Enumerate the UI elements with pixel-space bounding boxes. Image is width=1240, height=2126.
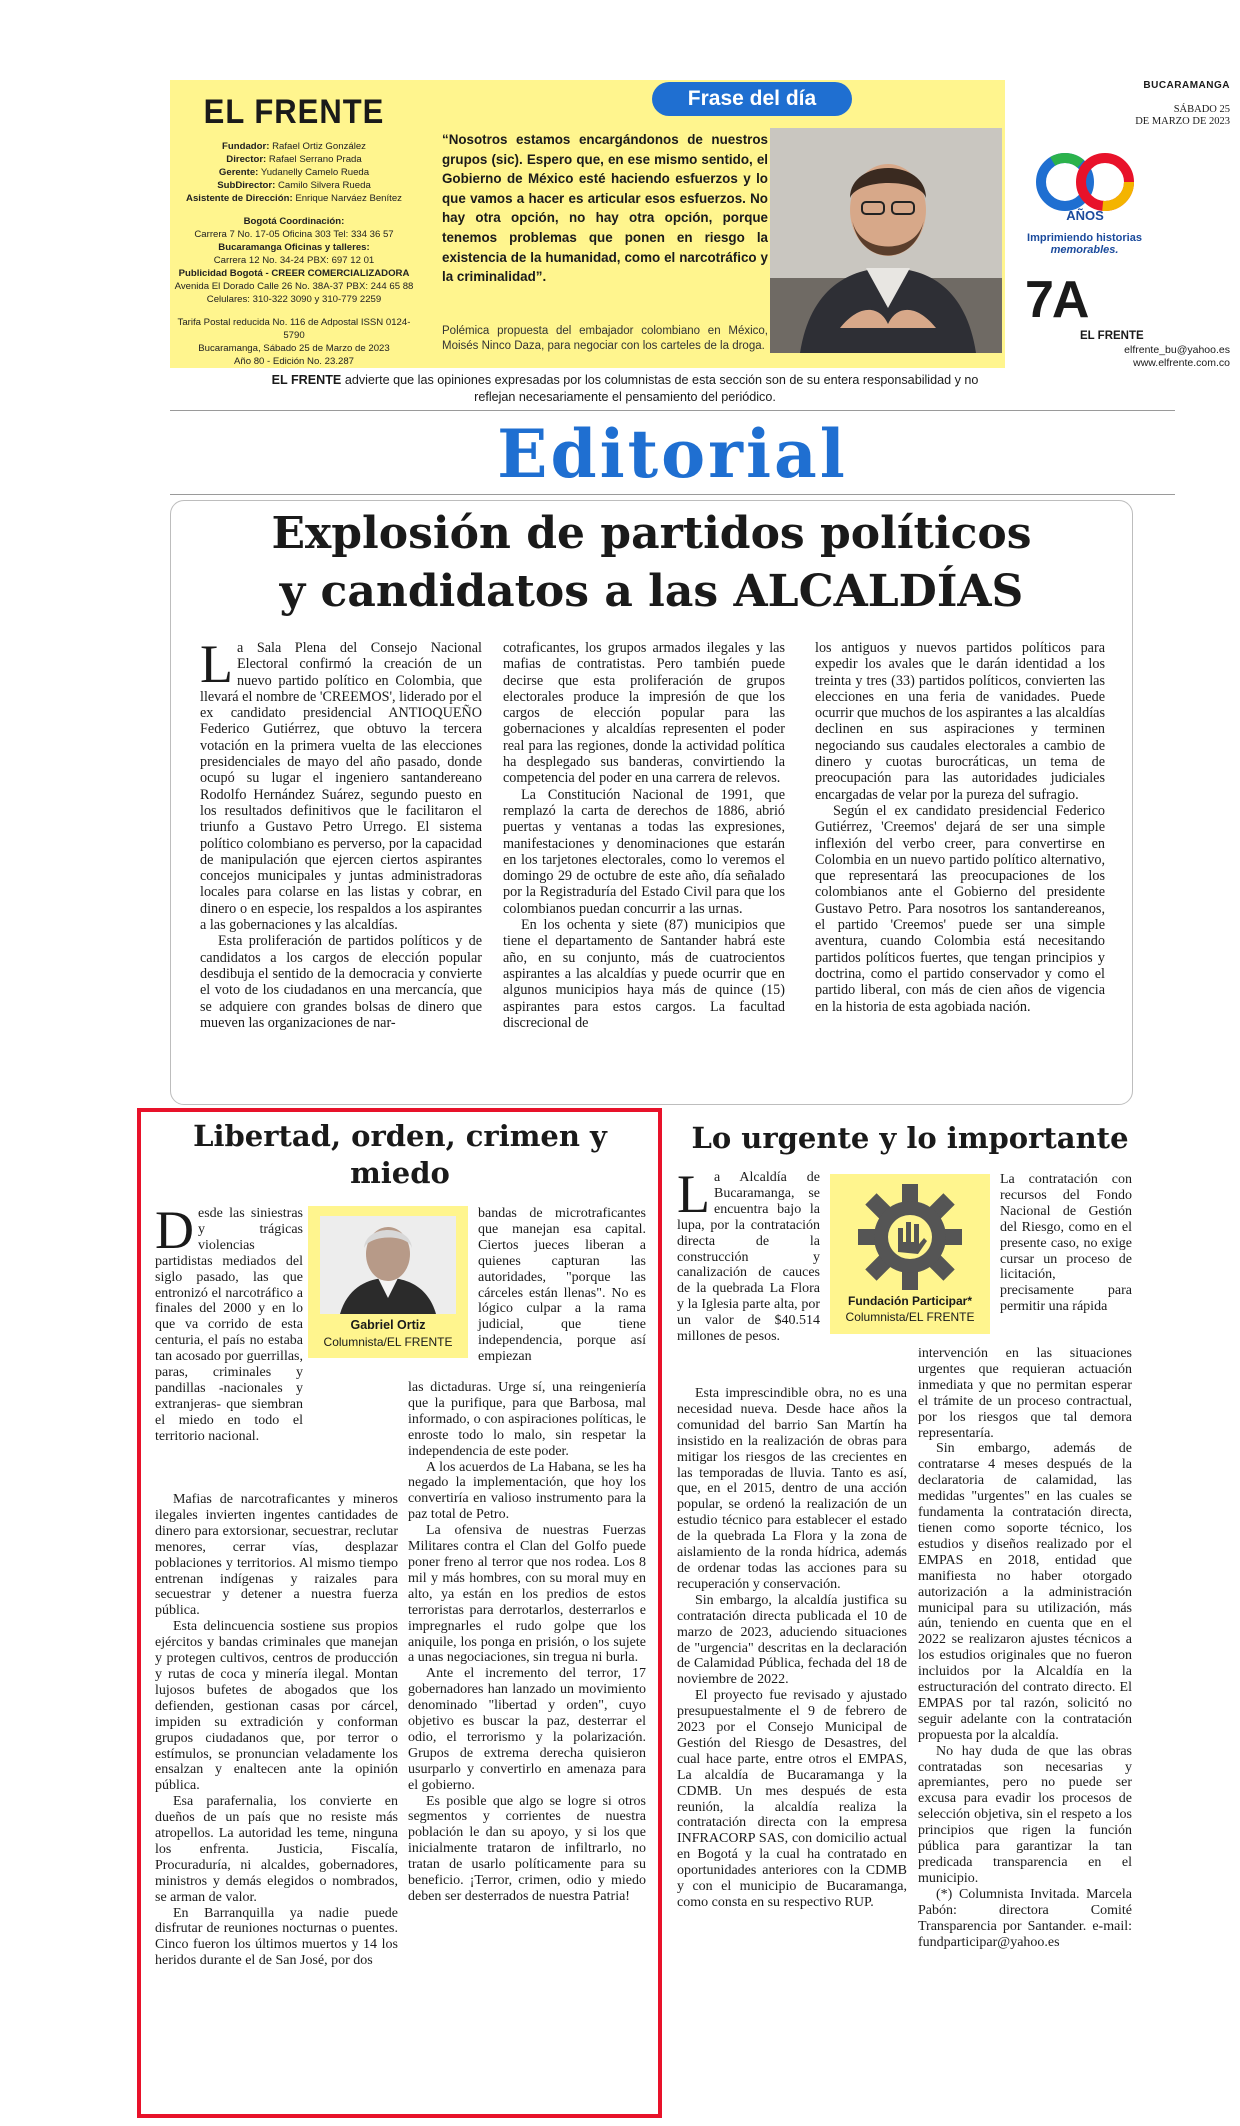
paragraph: No hay duda de que las obras contratadas son necesarias y apremiantes, pero no puede ser excusa para evadir los procesos de selección objetiva, sin el respeto a los principios que rigen la función pública para garantizar la tan predicada transparencia en el municipio. [918, 1743, 1132, 1886]
office-credits [170, 215, 418, 306]
credit-value: Carrera 7 No. 17-05 Oficina 303 Tel: 334 36 57 [194, 229, 394, 240]
slogan [1022, 232, 1147, 256]
ambassador-photo [770, 128, 1002, 353]
paragraph-text: a Alcaldía de Bucaramanga, se encuentra bajo la lupa, por la contratación directa de la construcción y canalización de cauces de la quebrada La Flora y la Iglesia parte alta, por un valor de $40.514 millones de pesos. [677, 1170, 820, 1345]
credit-line [170, 192, 418, 205]
paragraph [155, 1200, 303, 1445]
paragraph: El proyecto fue revisado y ajustado presupuestalmente el 9 de febrero de 2023 por el Consejo Municipal de Gestión del Riesgo de Desastres, del cual hace parte, entre otros el EMPAS, La alcaldía de Bucaramanga y la CDMB. Un mes después de esta reunión, la alcaldía realiza la contratación directa con la empresa INFRACORP SAS, con domicilio actual en Bogotá y la cual ha contratado en oportunidades anteriores con la CDMB y con el municipio de Bucaramanga, como consta en su respectivo RUP. [677, 1688, 907, 1910]
credit-key: Fundador: [222, 141, 270, 152]
date-line-2: DE MARZO DE 2023 [1135, 116, 1230, 127]
credit-line [170, 241, 418, 254]
paragraph: Según el ex candidato presidencial Federico Gutiérrez, 'Creemos' dejará de ser una simple inflexión del verbo creer, para convertirse en Colombia en un nuevo partido político alternativo, que representará las preocupaciones de los colombianos ante el Gobierno del presidente Gustavo Petro. Para nosotros los santandereanos, el partido 'Creemos' puede ser una simple aventura, cuando Colombia está necesitando partidos políticos fuertes, que tengan principios y doctrina, como el partido conservador y como el partido liberal, con más de cien años de vigencia en la historia de esta agobiada nación. [815, 802, 1105, 1015]
headline-line-2: y candidatos a las ALCALDÍAS [279, 566, 1024, 617]
urgente-col-2 [918, 1346, 1132, 1950]
website-link[interactable]: www.elfrente.com.co [1133, 356, 1230, 369]
credit-line: Año 80 - Edición No. 23.287 [233, 356, 354, 367]
credit-line [170, 267, 418, 280]
gear-hand-icon [850, 1182, 970, 1292]
author-name: Gabriel Ortiz [350, 1318, 426, 1332]
anniversary-word: AÑOS [1066, 208, 1104, 223]
credit-value: Avenida El Dorado Calle 26 No. 38A-37 PBX: 244 65 88 [174, 281, 414, 292]
urgente-headline: Lo urgente y lo importante [691, 1121, 1129, 1155]
paragraph: intervención en las situaciones urgentes que requieran actuación inmediata y que no permitan esperar el trámite de un proceso contractual, por los riesgos que tal demora representaría. [918, 1346, 1132, 1441]
paper-name: EL FRENTE [203, 92, 385, 131]
paragraph [677, 1164, 820, 1345]
paragraph: Esta delincuencia sostiene sus propios ejércitos y bandas criminales que manejan y protegen cultivos, centros de producción y rutas de coca y minería ilegal. Montan lujosos bufetes de abogados que los defienden, gestionan casas por cárcel, impiden su extradición y conforman grupos ciudadanos que, por terror o estímulos, se pronuncian veladamente los ensalzan y enaltecen ante la opinión pública. [155, 1619, 398, 1794]
credit-key: Bogotá Coordinación: [243, 216, 345, 227]
credit-line [170, 280, 418, 293]
credit-line [170, 215, 418, 228]
paragraph: bandas de microtraficantes que manejan esa capital. Ciertos jueces liberan a quienes capturan las autoridades, "porque las cárceles están llenas". No es lógico culpar a la rama judicial, que tiene independencia, porque así empiezan [478, 1206, 646, 1365]
masthead-credits [170, 80, 418, 368]
masthead-box [170, 80, 1005, 368]
paragraph-text: a Sala Plena del Consejo Nacional Electoral confirmó la creación de un nuevo partido político en Colombia, que llevará el nombre de 'CREEMOS', liderado por el ex candidato presidencial ANTIOQUEÑO Federico Gutiérrez, que obtuvo la tercera votación en la primera vuelta de las elecciones presidenciales de mayo del año pasado, donde ocupó su lugar el ingeniero santandereano Rodolfo Hernández Suárez, segundo puesto en los resultados definitivos que le facilitaron el triunfo a Gustavo Petro Urrego. El sistema político colombiano es perverso, por la capacidad de manipulación que ejercen ciertos aspirantes concejos municipales y juntas administradoras locales para colarse en las listas y cobrar, en dinero o en especie, los respaldos a los aspirantes a las gobernaciones y las alcaldías. [200, 640, 482, 934]
credit-key: Bucaramanga Oficinas y talleres: [218, 242, 370, 253]
slogan-line-1: Imprimiendo historias [1027, 232, 1142, 244]
credit-line [170, 254, 418, 267]
paragraph: Ante el incremento del terror, 17 gobernadores han lanzado un movimiento denominado "libertad y orden", cuyo objetivo es buscar la paz, desterrar el odio, el terrorismo y la polarización. Grupos de extrema derecha quisieron usurparlo y convertirlo en amenaza para el gobierno. [408, 1666, 646, 1793]
urgente-col-2-top [1000, 1172, 1132, 1315]
credit-key: SubDirector: [217, 180, 276, 191]
paragraph: Es posible que algo se logre si otros segmentos y corrientes de nuestra población le dan su apoyo, y si los que inicialmente trataron de infiltrarlo, no tratan de usarlo políticamente para su beneficio. ¡Terror, crimen, odio y miedo deben ser desterrados de nuestra Patria! [408, 1793, 646, 1904]
drop-cap: L [200, 634, 233, 694]
main-headline [170, 505, 1133, 621]
credit-line: Bucaramanga, Sábado 25 de Marzo de 2023 [198, 343, 390, 354]
credit-value: Camilo Silvera Rueda [275, 180, 371, 191]
author-photo [320, 1216, 456, 1314]
credit-key: Asistente de Dirección: [186, 193, 293, 204]
paragraph: Mafias de narcotraficantes y mineros ilegales invierten ingentes cantidades de dinero para extorsionar, secuestrar, reclutar menores, cerrar vías, desplazar poblaciones y territorios. Al mismo tiempo entrenan indígenas y raizales para secuestrar y detener a nuestra fuerza pública. [155, 1492, 398, 1619]
paragraph: Esa parafernalia, los convierte en dueños de un país que no resiste más atropellos. La autoridad les teme, ninguna los enfrenta. Justicia, Fiscalía, Procuraduría, ni alcaldes, gobernadores, ministros y demás elegidos o nombrados, se arman de valor. [155, 1794, 398, 1905]
libertad-col-2-top [478, 1206, 646, 1365]
divider-top [170, 410, 1175, 411]
credit-value: Rafael Serrano Prada [266, 154, 362, 165]
credit-value: Rafael Ortiz González [269, 141, 366, 152]
libertad-col-1 [155, 1492, 398, 1969]
paragraph: La contratación con recursos del Fondo Nacional de Gestión del Riesgo, como en el presente caso, no exige cursar un proceso de licitación, precisamente para permitir una rápida [1000, 1172, 1132, 1315]
page-number: 7A [1025, 271, 1088, 329]
paragraph: Esta proliferación de partidos políticos y de candidatos a los cargos de elección popular desdibuja el sentido de la democracia y convierte el voto de los ciudadanos en una mercancía, que se adquiere con grandes bolsas de dinero que mueven las organizaciones de nar- [200, 933, 482, 1031]
person-photo-icon [770, 128, 1002, 353]
libertad-col-1-top [155, 1200, 303, 1445]
foundation-name: Fundación Participar* [847, 1294, 973, 1308]
paragraph: En los ochenta y siete (87) municipios que tiene el departamento de Santander habrá este año, en su conjunto, más de cuatrocientos aspirantes a las alcaldías y puede ocurrir que en algunos municipios haya más de quince (15) aspirantes para estos cargos. La facultad discrecional de [503, 917, 785, 1031]
credit-line [170, 153, 418, 166]
anniversary-80-icon [1035, 142, 1135, 232]
credit-value: Carrera 12 No. 34-24 PBX: 697 12 01 [213, 255, 375, 266]
credit-line [170, 228, 418, 241]
paragraph: A los acuerdos de La Habana, se les ha negado la implementación, que hoy los convertiría en valioso instrumento para la paz total de Petro. [408, 1459, 646, 1523]
section-title: Editorial [497, 415, 848, 493]
foundation-card [830, 1174, 990, 1334]
credit-value: Celulares: 310-322 3090 y 310-779 2259 [206, 294, 382, 305]
city-label: BUCARAMANGA [1143, 80, 1230, 91]
paragraph: En Barranquilla ya nadie puede disfrutar de reuniones nocturnas o puentes. Cinco fueron los últimos muertos y 14 los heridos durante el de San José, por dos [155, 1905, 398, 1969]
foundation-role: Columnista/EL FRENTE [845, 1310, 975, 1324]
credit-line [170, 166, 418, 179]
date-label [1045, 104, 1230, 128]
frase-del-dia-label: Frase del día [652, 82, 852, 116]
quote-caption: Polémica propuesta del embajador colombiano en México, Moisés Ninco Daza, para negociar con los carteles de la droga. [442, 325, 768, 352]
credit-key: Director: [226, 154, 267, 165]
main-article-col-3 [815, 640, 1105, 1015]
paragraph: cotraficantes, los grupos armados ilegales y las mafias de contratistas. Pero también puede decirse que esta proliferación de grupos electorales produce la impresión de que los cargos de elección popular para las gobernaciones y alcaldías representen el poder real para las regiones, donde la actividad política ha desplegado sus banderas, convirtiendo la competencia del poder en una carrera de relevos. [503, 640, 785, 787]
credit-value: Enrique Narváez Benítez [292, 193, 402, 204]
libertad-col-2 [408, 1380, 646, 1905]
urgente-col-1-top [677, 1164, 820, 1345]
date-line-1: SÁBADO 25 [1173, 104, 1230, 115]
libertad-headline: Libertad, orden, crimen y miedo [193, 1119, 607, 1190]
urgente-col-1 [677, 1386, 907, 1911]
main-article-col-2 [503, 640, 785, 1031]
disclaimer-brand: EL FRENTE [271, 373, 342, 387]
paragraph [200, 634, 482, 934]
drop-cap: D [155, 1200, 194, 1260]
paragraph: La Constitución Nacional de 1991, que remplazó la carta de derechos de 1886, abrió puertas y ventanas a todas las expresiones, manifestaciones y denominaciones que estarán en los tarjetones electorales, como lo veremos el domingo 29 de octubre de este año, día señalado por la Registraduría del Estado Civil para que los colombianos puedan concurrir a las urnas. [503, 786, 785, 917]
disclaimer [265, 372, 985, 406]
quote-text: “Nosotros estamos encargándonos de nuestros grupos (sic). Espero que, en ese mismo sentido, el Gobierno de México esté haciendo esfuerzos y lo que vamos a hacer es articular esos esfuerzos. No hay otra opción, no hay otra opción, porque tenemos problemas que ponen en riesgo la existencia de la humanidad, como el narcotráfico y la criminalidad”. [442, 132, 768, 285]
credit-key: Gerente: [218, 167, 259, 178]
paragraph: (*) Columnista Invitada. Marcela Pabón: directora Comité Transparencia por Santander. e-mail: fundparticipar@yahoo.es [918, 1886, 1132, 1950]
email-link[interactable]: elfrente_bu@yahoo.es [1124, 344, 1230, 356]
anniversary-logo [1035, 142, 1135, 232]
credit-value: Yudanelly Camelo Rueda [258, 167, 370, 178]
tarifa-credits [170, 316, 418, 368]
staff-credits [170, 140, 418, 205]
paragraph: Sin embargo, la alcaldía justifica su contratación directa publicada el 10 de marzo de 2023, aduciendo situaciones de "urgencia" descritas en la declaración de Calamidad Pública, fechada del 18 de noviembre de 2022. [677, 1592, 907, 1688]
slogan-line-2: memorables. [1050, 244, 1119, 256]
credit-line [170, 293, 418, 306]
person-photo-icon [320, 1216, 456, 1314]
headline-line-1: Explosión de partidos políticos [271, 508, 1032, 559]
drop-cap: L [677, 1164, 710, 1224]
contact-info [1040, 344, 1230, 369]
paragraph: los antiguos y nuevos partidos políticos para expedir los avales que le darán identidad a los treinta y tres (33) partidos políticos, convierten las elecciones en una feria de vanidades. Puede ocurrir que muchos de los aspirantes a las alcaldías declinen en sus aspiraciones y terminen negociando sus caudales electorales a cambio de dinero y cuotas burocráticas, un tema de preocupación para las autoridades judiciales encargadas de velar por la pureza del sufragio. [815, 640, 1105, 803]
paragraph: La ofensiva de nuestras Fuerzas Militares contra el Clan del Golfo puede poner freno al terror que nos rodea. Los 8 mil y más hombres, con su moral muy en alto, ya están en los predios de estos terroristas para derrotarlos, desterrarlos e impregnarles el rudo golpe que los aniquile, los ponga en prisión, o los sujete a unas negociaciones, sin tregua ni burla. [408, 1523, 646, 1666]
credit-line: Tarifa Postal reducida No. 116 de Adpostal ISSN 0124-5790 [177, 317, 411, 341]
paragraph: Esta imprescindible obra, no es una necesidad nueva. Desde hace años la comunidad del barrio San Martín ha insistido en la realización de obras para mitigar los riesgos de las crecientes en las temporadas de lluvia. Tanto es así, que, en el 2015, dentro de una acción popular, se ordenó la realización de un estudio técnico para establecer el estado de la quebrada La Flora y la zona de aislamiento de la ronda hídrica, además de ordenar todas las acciones para su recuperación y conservación. [677, 1386, 907, 1592]
paragraph: Sin embargo, además de contratarse 4 meses después de la declaratoria de calamidad, las medidas "urgentes" en las cuales se fundamenta la contratación directa, tienen como soporte técnico, los estudios y diseños realizado por el EMPAS en 2018, entidad que manifiesta no haber otorgado autorización a la administración municipal para su utilización, más aún, teniendo en cuenta que en el 2022 se realizaron ajustes técnicos a los estudios originales que no fueron incluidos por la Alcaldía en la estructuración del contrato directo. El EMPAS por tal razón, solicitó no seguir adelante con la contratación propuesta por la alcaldía. [918, 1441, 1132, 1743]
divider-bottom [170, 494, 1175, 495]
main-article-col-1 [200, 634, 482, 1031]
brand-small: EL FRENTE [1080, 330, 1144, 342]
author-card [308, 1206, 468, 1358]
paragraph: las dictaduras. Urge sí, una reingeniería que la purifique, para que Barbosa, mal informado, o con aspiraciones políticas, le enroste todo lo malo, sin respetar la independencia de este poder. [408, 1380, 646, 1459]
credit-key: Publicidad Bogotá - CREER COMERCIALIZADORA [178, 268, 410, 279]
disclaimer-text: advierte que las opiniones expresadas por los columnistas de esta sección son de su entera responsabilidad y no reflejan necesariamente el pensamiento del periódico. [341, 373, 979, 404]
paragraph-text: esde las siniestras y trágicas violencias partidistas mediados del siglo pasado, las que entronizó el narcotráfico a finales del 2000 y en lo que va corrido de esta centuria, el país no estaba tan acosado por guerrillas, paras, criminales y pandillas -nacionales y extranjeras- que siembran el miedo en todo el territorio nacional. [155, 1206, 303, 1444]
credit-line [170, 179, 418, 192]
credit-line [170, 140, 418, 153]
author-role: Columnista/EL FRENTE [323, 1335, 453, 1349]
